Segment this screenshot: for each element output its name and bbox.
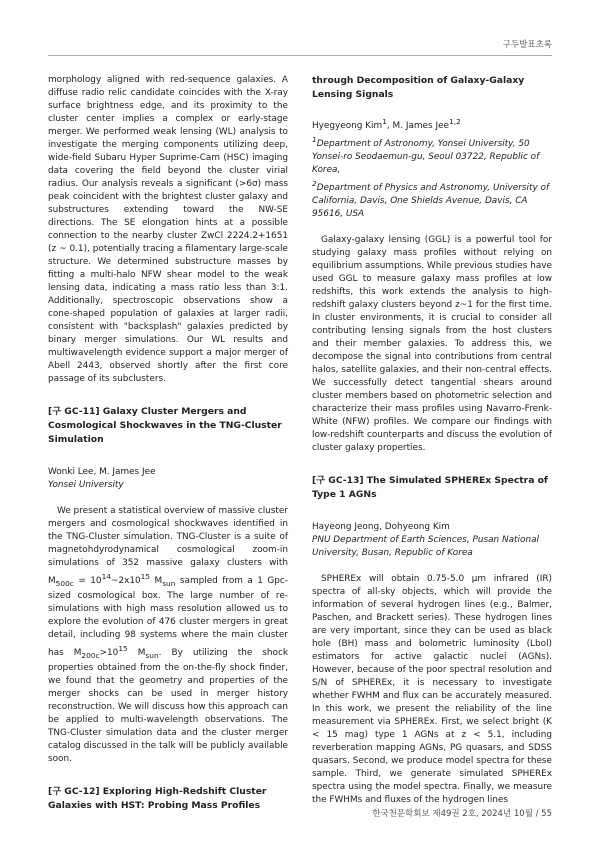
gc12-abstract: Galaxy-galaxy lensing (GGL) is a powerful tool for studying galaxy mass profiles without relying on equilibrium assumptions. While previous studies have used GGL to measure galaxy mass profiles at low redshifts, this work extends the analysis to high-redshift galaxy clusters beyond z~1 for the first time. In cluster environments, it is crucial to consider all contributing lensing signals from the host clusters and their member galaxies. To address this, we decompose the signal into contributions from central halos, satellite galaxies, and their non-central effects. We successfully detect tangential shears around cluster members based on photometric selection and characterize their mass profiles using Navarro-Frenk-White (NFW) profiles. We compare our findings with low-redshift counterparts and discuss the evolution of cluster galaxy properties.	[312, 234, 552, 453]
gc11-affiliation: Yonsei University	[48, 480, 124, 490]
left-column	[48, 74, 288, 813]
gc11-title: [구 GC-11] Galaxy Cluster Mergers and Cosmological Shockwaves in the TNG-Cluster Simulation	[48, 406, 282, 445]
gc12-affiliation-2: $^2$Department of Physics and Astronomy, University of California, Davis, One Shields Avenue, Davis, CA 95616, USA	[312, 178, 550, 219]
page-footer: 한국천문학회보 제49권 2호, 2024년 10월 / 55	[372, 809, 552, 819]
gc13-affiliation: PNU Department of Earth Sciences, Pusan National University, Busan, Republic of Korea	[312, 534, 539, 558]
gc12-title: [구 GC-12] Exploring High-Redshift Cluster Galaxies with HST: Probing Mass Profiles	[48, 785, 267, 811]
gc11-authors: Wonki Lee, M. James Jee	[48, 467, 156, 477]
gc12-authors: Hyegyeong Kim$^1$, M. James Jee$^{1,2}$	[312, 117, 461, 131]
running-header: 구두발표초록	[502, 40, 552, 50]
header-rule	[48, 55, 552, 56]
gc10-abstract-continuation: morphology aligned with red-sequence galaxies. A diffuse radio relic candidate coincides with the X-ray surface brightness edge, and its proximity to the cluster center implies a complex or early-stage merger. We performed weak lensing (WL) analysis to investigate the merging components utilizing deep, wide-field Subaru Hyper Suprime-Cam (HSC) imaging data covering the field beyond the cluster virial radius. Our analysis reveals a significant (>6σ) mass peak coincident with the brightest cluster galaxy and substructures extending toward the NW-SE directions. The SE elongation hints at a possible connection to the nearby cluster ZwCl 2224.2+1651 (z ~ 0.1), potentially tracing a filamentary large-scale structure. We determined substructure masses by fitting a multi-halo NFW shear model to the weak lensing data, indicating a mass ratio less than 3:1. Additionally, spectroscopic observations show a cone-shaped population of galaxies at larger radii, consistent with "backsplash" galaxies predicted by binary merger simulations. Our WL results and multiwavelength evidence support a major merger of Abell 2443, observed shortly after the first core passage of its subclusters.	[48, 75, 288, 384]
gc13-authors: Hayeong Jeong, Dohyeong Kim	[312, 521, 450, 532]
gc11-abstract: We present a statistical overview of massive cluster mergers and cosmological shockwaves identified in the TNG-Cluster simulation. TNG-Cluster is a suite of magnetohdyrodynamical cosmological zoom-in simulations of 352 massive galaxy clusters with $M_{500c}$ = $10^{14}\sim 2x10^{15}$ $M_{sun}$ sampled from a 1 Gpc-sized cosmological box. The large number of re-simulations with high mass resolution allowed us to explore the evolution of 476 cluster mergers in great detail, including 98 systems where the main cluster has $M_{200c}>10^{15}$ $M_{sun}$. By utilizing the shock properties obtained from the on-the-fly shock finder, we found that the geometry and properties of the merger shocks can be used in merger history reconstruction. We will discuss how this approach can be applied to multi-wavelength observations. The TNG-Cluster simulation data and the cluster merger catalog discussed in the talk will be publicly available soon.	[48, 506, 289, 764]
right-column	[312, 74, 552, 807]
gc12-title-continued: through Decomposition of Galaxy-Galaxy Lensing Signals	[312, 75, 525, 100]
gc13-title: [구 GC-13] The Simulated SPHEREx Spectra of Type 1 AGNs	[312, 474, 548, 500]
gc12-affiliation-1: $^1$Department of Astronomy, Yonsei University, 50 Yonsei-ro Seodaemun-gu, Seoul 03722, Republic of Korea,	[312, 134, 540, 175]
gc13-abstract: SPHEREx will obtain 0.75-5.0 μm infrared (IR) spectra of all-sky objects, which will provide the information of several hydrogen lines (e.g., Balmer, Paschen, and Brackett series). These hydrogen lines are very important, since they can be used as black hole (BH) mass and bolometric luminosity (Lbol) estimators for active galactic nuclei (AGNs). However, because of the poor spectral resolution and S/N of SPHEREx, it is necessary to investigate whether FWHM and flux can be accurately measured. In this work, we present the reliability of the line measurement via SPHEREx. First, we select bright (K < 15 mag) type 1 AGNs at z < 5.1, including reverberation mapping AGNs, PG quasars, and SDSS quasars. Second, we produce model spectra for these sample. Third, we generate simulated SPHEREx spectra using the model spectra. Finally, we measure the FWHMs and fluxes of the hydrogen lines	[312, 573, 552, 805]
